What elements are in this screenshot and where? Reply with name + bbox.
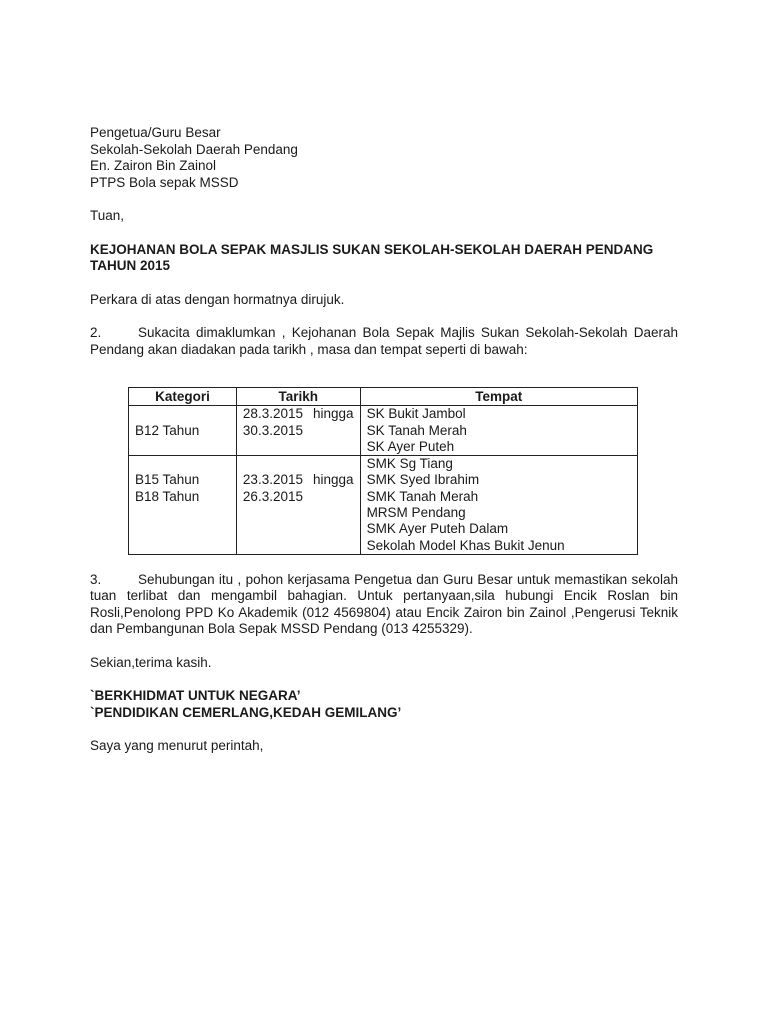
slogan-line: `BERKHIDMAT UNTUK NEGARA’: [90, 688, 301, 704]
signoff-line: Saya yang menurut perintah,: [90, 738, 264, 754]
subject-heading: [90, 242, 678, 275]
header-tempat: Tempat: [360, 388, 637, 406]
cell-tarikh: [236, 456, 360, 555]
slogan-line: `PENDIDIKAN CEMERLANG,KEDAH GEMILANG’: [90, 704, 402, 720]
kategori-text: B12 Tahun: [135, 422, 200, 438]
schedule-table: [128, 387, 638, 555]
tempat-item: SMK Syed Ibrahim: [366, 472, 480, 488]
paragraph-2: [90, 325, 678, 358]
tempat-item: SMK Sg Tiang: [366, 456, 453, 472]
closing-line: Sekian,terima kasih.: [90, 654, 212, 670]
recipient-address: [90, 125, 678, 191]
header-tarikh: Tarikh: [236, 388, 360, 406]
kategori-text: B18 Tahun: [135, 488, 200, 504]
tempat-item: SK Ayer Puteh: [366, 438, 455, 454]
tempat-item: SMK Tanah Merah: [366, 488, 479, 504]
cell-kategori: [129, 406, 237, 456]
table-row: [129, 456, 638, 555]
address-line: Sekolah-Sekolah Daerah Pendang: [90, 141, 298, 157]
address-line: Pengetua/Guru Besar: [90, 125, 221, 140]
header-kategori: Kategori: [129, 388, 237, 406]
paragraph-number: 2.: [90, 325, 102, 340]
subject-line: TAHUN 2015: [90, 258, 171, 273]
table-header-row: [129, 388, 638, 406]
tarikh-text: 28.3.2015 hingga 30.3.2015: [242, 406, 354, 438]
address-line: En. Zairon Bin Zainol: [90, 158, 217, 173]
cell-kategori: [129, 456, 237, 555]
kategori-text: B15 Tahun: [135, 472, 200, 488]
cell-tarikh: [236, 406, 360, 456]
cell-tempat: [360, 456, 637, 555]
tempat-item: SMK Ayer Puteh Dalam: [366, 521, 509, 537]
tempat-item: SK Tanah Merah: [366, 422, 467, 438]
tempat-item: SK Bukit Jambol: [366, 406, 466, 422]
cell-tempat: [360, 406, 637, 456]
tempat-item: MRSM Pendang: [366, 505, 466, 521]
salutation: Tuan,: [90, 208, 125, 223]
tempat-item: Sekolah Model Khas Bukit Jenun: [366, 537, 565, 553]
paragraph-3: [90, 572, 678, 638]
paragraph-text: Sehubungan itu , pohon kerjasama Pengetua dan Guru Besar untuk memastikan sekolah tuan terlibat dan mengambil bahagian. Untuk pertanyaan,sila hubungi Encik Roslan bin Rosli,Penolong PPD Ko Akademik (012 4569804) atau Encik Zairon bin Zainol ,Pengerusi Teknik dan Pembangunan Bola Sepak MSSD Pendang (013 4255329).: [90, 571, 678, 637]
table-row: [129, 406, 638, 456]
paragraph-text: Sukacita dimaklumkan , Kejohanan Bola Sepak Majlis Sukan Sekolah-Sekolah Daerah Pendang akan diadakan pada tarikh , masa dan tempat seperti di bawah:: [90, 325, 678, 357]
slogan: [90, 688, 678, 721]
paragraph-number: 3.: [90, 571, 102, 587]
letter-page: [90, 125, 678, 755]
subject-line: KEJOHANAN BOLA SEPAK MASJLIS SUKAN SEKOLAH-SEKOLAH DAERAH PENDANG: [90, 241, 654, 257]
intro-paragraph: Perkara di atas dengan hormatnya dirujuk.: [90, 291, 345, 307]
address-line: PTPS Bola sepak MSSD: [90, 174, 239, 190]
tarikh-text: 23.3.2015 hingga 26.3.2015: [242, 472, 354, 504]
